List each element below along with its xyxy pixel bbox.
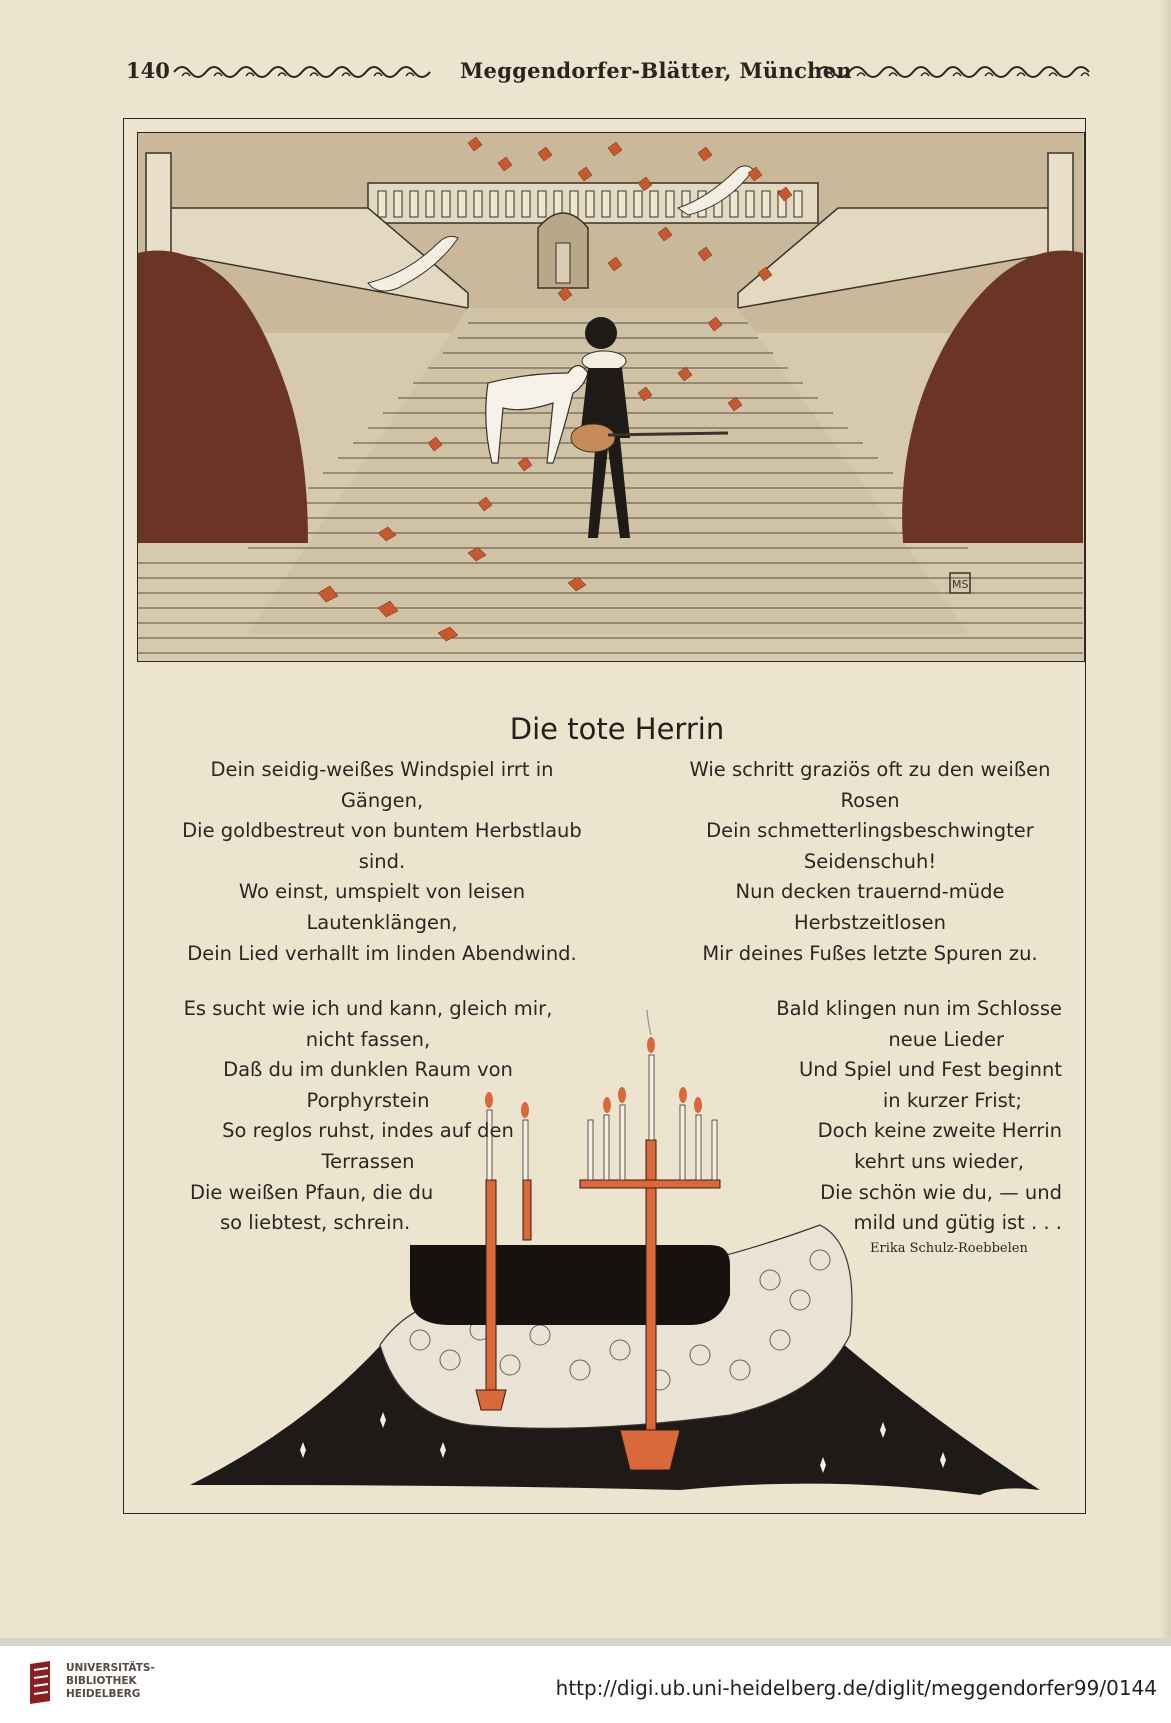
poem-line: Nun decken trauernd-müde: [735, 880, 1005, 904]
stanza-2-left: [176, 994, 560, 1239]
source-url[interactable]: http://digi.ub.uni-heidelberg.de/diglit/meggendorfer99/0144: [555, 1676, 1157, 1700]
poem-line: Terrassen: [321, 1149, 415, 1173]
library-footer: [0, 1638, 1171, 1723]
poem-line: Wo einst, umspielt von leisen: [238, 880, 526, 904]
header-ornament-left: [172, 62, 442, 80]
stanza-1-right: [660, 755, 1080, 969]
garden-stairs-illustration: [137, 132, 1085, 662]
poem-line: Die weißen Pfaun, die du: [190, 1180, 434, 1204]
page-header: [0, 52, 1171, 92]
poem-line: sind.: [358, 849, 406, 873]
poem-line: Mir deines Fußes letzte Spuren zu.: [702, 941, 1038, 965]
poem-line: Wie schritt graziös oft zu den weißen: [689, 758, 1051, 781]
magazine-title: Meggendorfer-Blätter, München: [460, 58, 852, 83]
library-logo-icon: [28, 1660, 58, 1704]
poem-line: in kurzer Frist;: [882, 1088, 1022, 1112]
poem-line: Rosen: [840, 788, 900, 812]
poem-line: Daß du im dunklen Raum von: [223, 1058, 513, 1082]
poem-title: Die tote Herrin: [509, 712, 725, 746]
footer-divider: [0, 1638, 1171, 1646]
poem-line: Herbstzeitlosen: [793, 910, 947, 934]
stanza-2-right: [740, 994, 1062, 1239]
poem-line: nicht fassen,: [305, 1027, 431, 1051]
poem-line: Gängen,: [340, 788, 424, 812]
header-ornament-right: [815, 62, 1095, 80]
poem-line: Dein schmetterlingsbeschwingter: [706, 819, 1034, 843]
poem-line: mild und gütig ist . . .: [853, 1211, 1062, 1235]
library-name: UNIVERSITÄTS- BIBLIOTHEK HEIDELBERG: [66, 1662, 155, 1700]
poem-line: so liebtest, schrein.: [220, 1211, 411, 1235]
poem-line: Dein Lied verhallt im linden Abendwind.: [187, 941, 577, 965]
poem-line: So reglos ruhst, indes auf den: [222, 1119, 514, 1143]
page-gutter-shadow: [1159, 0, 1171, 1638]
illustration-drawing: [138, 133, 1083, 660]
stanza-1-left: [172, 755, 592, 969]
poem-line: Die schön wie du, — und: [820, 1180, 1062, 1204]
poem-line: Lautenklängen,: [306, 910, 458, 934]
page-number: 140: [126, 58, 170, 83]
poem-line: Und Spiel und Fest beginnt: [799, 1058, 1062, 1082]
poem-line: Bald klingen nun im Schlosse: [776, 997, 1062, 1020]
poem-line: Dein seidig-weißes Windspiel irrt in: [210, 758, 554, 781]
poem-line: Seidenschuh!: [803, 849, 937, 873]
poem-line: Es sucht wie ich und kann, gleich mir,: [183, 997, 553, 1020]
poem-line: kehrt uns wieder,: [854, 1149, 1024, 1173]
poem-line: neue Lieder: [888, 1027, 1004, 1051]
artist-monogram: MS: [952, 578, 969, 591]
poem-author: Erika Schulz-Roebbelen: [870, 1241, 1028, 1256]
poem-line: Porphyrstein: [306, 1088, 430, 1112]
poem-line: Doch keine zweite Herrin: [817, 1119, 1062, 1143]
poem-line: Die goldbestreut von buntem Herbstlaub: [182, 819, 582, 843]
